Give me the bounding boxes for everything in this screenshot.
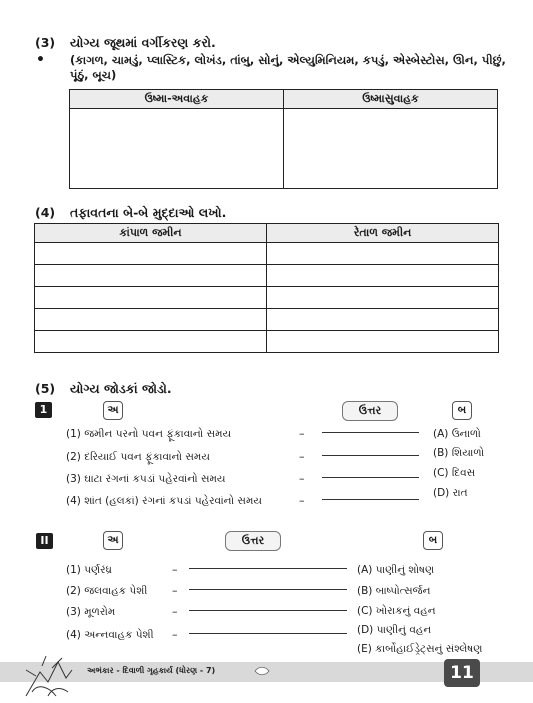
q4-col-sandy: રેતાળ જમીન	[267, 224, 499, 243]
part2-answer-line[interactable]	[189, 589, 347, 590]
part1-dash: –	[299, 427, 305, 440]
part2-answer-line[interactable]	[189, 633, 347, 634]
part1-right-item: (B) શિયાળો	[433, 447, 485, 459]
q4-row-cell[interactable]	[267, 287, 499, 309]
q3-col-conductor: ઉષ્માસુવાહક	[284, 90, 498, 109]
part1-column-a-tag: અ	[103, 401, 123, 420]
part2-answer-tag: ઉત્તર	[225, 531, 281, 551]
q4-col-alluvial: કાંપાળ જમીન	[35, 224, 267, 243]
q3-materials: (કાગળ, ચામડું, પ્લાસ્ટિક, લોખંડ, તાંબુ, સોનું, એલ્યુમિનિયમ, કપડું, એસ્બેસ્ટોસ, ઊન, પીછું, પૂંઠું, બૂચ)	[70, 53, 506, 82]
q3-number: (3)	[35, 35, 56, 50]
part2-right-item: (A) પાણીનું શોષણ	[357, 564, 435, 576]
part1-right-item: (A) ઉનાળો	[433, 428, 481, 440]
leaf-icon	[254, 666, 270, 676]
part1-answer-tag: ઉત્તર	[342, 401, 398, 421]
part1-answer-line[interactable]	[322, 432, 419, 433]
page-number: 11	[444, 659, 480, 687]
q4-row-cell[interactable]	[35, 287, 267, 309]
part2-right-item: (D) પાણીનું વહન	[357, 624, 432, 636]
part1-answer-line[interactable]	[322, 455, 419, 456]
part1-left-item: (2) દરિયાઈ પવન ફૂંકાવાનો સમય	[66, 451, 210, 463]
part2-left-item: (4) અન્નવાહક પેશી	[66, 629, 154, 641]
q4-row-cell[interactable]	[267, 331, 499, 353]
q4-table	[34, 223, 499, 353]
q4-row-cell[interactable]	[35, 265, 267, 287]
part1-left-item: (4) શાંત (હલકાં) રંગનાં કપડાં પહેરવાંનો સમય	[66, 495, 262, 507]
q4-row-cell[interactable]	[35, 309, 267, 331]
part1-answer-line[interactable]	[322, 499, 419, 500]
part2-right-item: (E) કાર્બોહાઈડ્રેટ્સનું સંશ્લેષણ	[357, 643, 483, 655]
q4-row-cell[interactable]	[267, 243, 499, 265]
part2-left-item: (1) પર્ણરંધ્ર	[66, 564, 112, 576]
decorative-sketch-icon	[18, 652, 76, 702]
q3-conductor-cell[interactable]	[284, 109, 498, 189]
part2-label: II	[36, 533, 53, 549]
part2-left-item: (3) મૂળરોમ	[66, 606, 116, 618]
q5-number: (5)	[35, 381, 56, 396]
part2-column-b-tag: બ	[423, 531, 443, 550]
part1-right-item: (C) દિવસ	[433, 467, 476, 479]
part1-answer-line[interactable]	[322, 477, 419, 478]
q3-bullet: •	[36, 52, 45, 68]
part1-column-b-tag: બ	[452, 401, 472, 420]
part2-answer-line[interactable]	[189, 610, 347, 611]
part1-dash: –	[299, 494, 305, 507]
part1-dash: –	[299, 450, 305, 463]
part2-answer-line[interactable]	[189, 568, 347, 569]
q3-insulator-cell[interactable]	[70, 109, 284, 189]
part2-right-item: (C) ખોરાકનું વહન	[357, 605, 436, 617]
q4-row-cell[interactable]	[35, 331, 267, 353]
part2-left-item: (2) જલવાહક પેશી	[66, 585, 148, 597]
part2-dash: –	[172, 584, 178, 597]
q4-row-cell[interactable]	[35, 243, 267, 265]
part1-left-item: (1) જમીન પરનો પવન ફૂંકાવાનો સમય	[66, 428, 232, 440]
q4-number: (4)	[35, 205, 56, 220]
part1-label: 1	[35, 402, 52, 418]
part2-dash: –	[172, 605, 178, 618]
part1-right-item: (D) રાત	[433, 487, 468, 499]
q3-table	[69, 89, 498, 189]
q3-col-insulator: ઉષ્મા-અવાહક	[70, 90, 284, 109]
q5-title: યોગ્ય જોડકાં જોડો.	[70, 381, 172, 396]
part2-dash: –	[172, 628, 178, 641]
part2-right-item: (B) બાષ્પોત્સર્જન	[357, 585, 431, 597]
q3-title: યોગ્ય જૂથમાં વર્ગીકરણ કરો.	[70, 35, 216, 50]
part2-dash: –	[172, 563, 178, 576]
part1-dash: –	[299, 472, 305, 485]
footer-text: અભંકાર - દિવાળી ગૃહકાર્ય (ધોરણ - 7)	[87, 666, 216, 675]
part2-column-a-tag: અ	[103, 531, 123, 550]
q4-title: તફાવતના બે-બે મુદ્દાઓ લખો.	[70, 205, 227, 220]
q4-row-cell[interactable]	[267, 265, 499, 287]
part1-left-item: (3) ઘાટા રંગનાં કપડાં પહેરવાંનો સમય	[66, 473, 226, 485]
q4-row-cell[interactable]	[267, 309, 499, 331]
